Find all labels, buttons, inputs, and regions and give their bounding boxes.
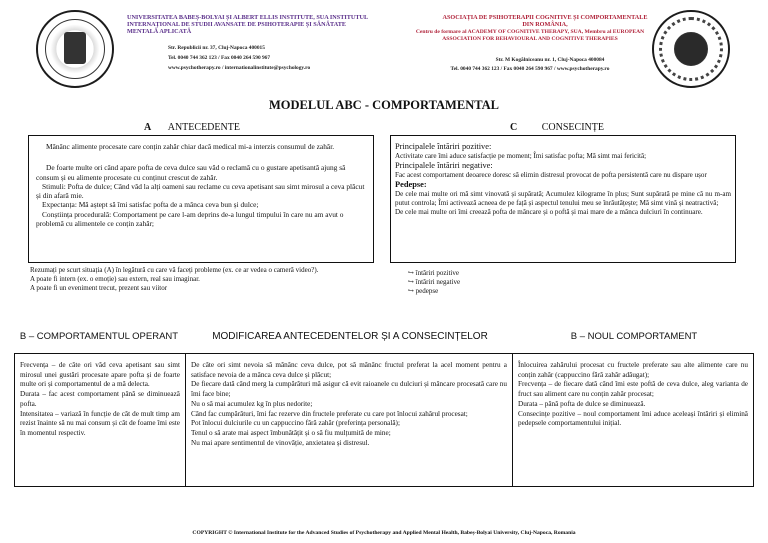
section-c-label: CONSECINȚE <box>541 122 604 133</box>
positive-reinforcement-text: Activitate care îmi aduce satisfacție pe moment; Îmi satisfac pofta; Mă simt mai fericită; <box>395 152 647 160</box>
modification-item: Nu o să mai acumulez kg în plus nedorite; <box>191 399 313 408</box>
university-seal-logo <box>36 10 114 88</box>
page-title: MODELUL ABC - COMPORTAMENTAL <box>268 98 499 112</box>
antecedent-frequency: De foarte multe ori când apare pofta de ceva dulce sau văd o reclamă cu o gustare apetisantă ajung să consum și eu alimente procesate cu conținut crescut de zahăr. <box>36 163 346 182</box>
modification-item: Când fac cumpărături, îmi fac rezerve din fructele preferate cu care pot înlocui zahărul procesat; <box>191 409 468 418</box>
new-behavior-frequency: Frecvența – de fiecare dată când îmi este poftă de ceva dulce, aleg varianta de fruct sau aliment care nu conțin zahăr procesat; <box>518 380 748 399</box>
antecedent-procedural: Conștiința procedurală: Comportament pe care l-am deprins de-a lungul timpului în care nu am avut o problemă cu alimentele ce conțin zahăr; <box>36 209 344 229</box>
list-item: ↪ întăriri negative <box>408 278 461 286</box>
modification-header: MODIFICAREA ANTECEDENTELOR ȘI A CONSECINȚELOR <box>212 331 488 342</box>
punishment-text-2: De cele mai multe ori îmi creează pofta de mâncare și o poftă și mai mare de a mânca dulciuri în continuare. <box>395 207 703 216</box>
list-item: ↪ pedepse <box>408 287 439 295</box>
arrow-icon: ↪ <box>408 287 416 295</box>
section-c-heading <box>510 122 604 133</box>
operant-behavior-cell <box>14 353 186 487</box>
note-internal-external: A poate fi intern (ex. o emoție) sau extern, real sau imaginar. <box>30 275 200 283</box>
right-phone: Tel. 0040 744 362 123 / Fax 0040 264 590 967 / www.psychotherapy.ro <box>450 66 610 72</box>
operant-duration: Durata – fac acest comportament până se diminuează pofta. <box>20 390 180 408</box>
consequences-box <box>390 135 736 263</box>
negative-reinforcement-text: Fac acest comportament deoarece doresc să elimin distresul provocat de pofta persistentă care nu dispare ușor <box>395 170 707 179</box>
section-a-heading <box>144 122 240 133</box>
punishment-label: Pedepse: <box>395 179 427 189</box>
new-behavior-replacement: Înlocuirea zahărului procesat cu fructele preferate sau alte alimente care nu conțin zahăr (cappuccino fără zahăr adăugat); <box>518 361 748 379</box>
operant-frequency: Frecvența – de câte ori văd ceva apetisant sau simt mirosul unei gustări procesate apare pofta și de foarte multe ori și comportamentul de a mă delecta. <box>20 361 180 389</box>
consequence-notes-list <box>408 269 460 296</box>
modification-item: Tenul o să arate mai aspect îmbunătățit și o să fiu mulțumită de mine; <box>191 428 391 437</box>
antecedent-expectation: Expectanța: Mă aștept să îmi satisfac pofta de a mânca ceva bun și dulce; <box>42 200 259 210</box>
antecedent-notes <box>30 266 376 293</box>
modification-cell <box>185 353 513 487</box>
modification-item: De fiecare dată când merg la cumpărături mă asigur că evit raioanele cu dulciuri și mâncare procesată care nu îmi face bine; <box>191 380 507 399</box>
left-phone: Tel. 0040 744 362 123 / Fax 0040 264 590 967 <box>168 55 271 61</box>
negative-reinforcement-label: Principalele întăriri negative: <box>395 160 493 170</box>
left-institution-title: UNIVERSITATEA BABEȘ-BOLYAI ȘI ALBERT ELLIS INSTITUTE, SUA INSTITUTUL INTERNAȚIONAL DE STUDII AVANSATE DE PSIHOTERAPIE ȘI SĂNĂTATE MENTALĂ APLICATĂ <box>127 14 368 36</box>
list-item: ↪ întăriri pozitive <box>408 269 459 277</box>
section-a-letter: A <box>144 122 152 133</box>
note-summary: Rezumați pe scurt situația (A) în legătură cu care vă faceți probleme (ex. ce ar vedea o cameră video?). <box>30 266 319 274</box>
antecedent-stimuli: Stimuli: Pofta de dulce; Când văd la alți oameni sau reclame cu ceva apetisant sau simt mirosul a ceva plăcut și din afară mie. <box>36 181 365 201</box>
punishment-text: De cele mai multe ori mă simt vinovată și supărată; Acumulez kilograme în plus; Sunt supărată pe mine că nu m-am putut controla; Îmi activează acneea de pe față și aspectul tenului meu se înrăutățește; Mă simt vină și neatractivă; <box>395 189 731 207</box>
antecedent-main: Mănânc alimente procesate care conțin zahăr chiar dacă medical mi-a interzis consumul de zahăr. <box>46 142 335 151</box>
new-behavior-consequences: Consecințe pozitive – noul comportament îmi aduce aceleași întăriri și elimină pedepsele comportamentului inițial. <box>518 409 748 428</box>
right-institution-subtitle: Centru de formare al ACADEMY OF COGNITIVE THERAPY, SUA, Membru al EUROPEAN ASSOCIATION FOR BEHAVIOURAL AND COGNITIVE THERAPIES <box>415 29 645 42</box>
modification-item: Nu mai apare sentimentul de vinovăție, anxietatea și distresul. <box>191 438 370 447</box>
antecedents-box <box>28 135 374 263</box>
note-time: A poate fi un eveniment trecut, prezent sau viitor <box>30 284 168 292</box>
operant-behavior-header: B – COMPORTAMENTUL OPERANT <box>19 331 179 342</box>
operant-intensity: Intensitatea – variază în funcție de cât de mult timp am rezist înainte să nu mai consum și cât de foame îmi este în momentul respectiv. <box>20 409 180 437</box>
section-c-letter: C <box>510 122 518 133</box>
association-seal-logo <box>652 10 730 88</box>
right-address: Str. M Kogălniceanu nr. 1, Cluj-Napoca 400084 <box>495 57 605 63</box>
new-behavior-duration: Durata – până pofta de dulce se diminuează. <box>518 399 646 408</box>
positive-reinforcement-label: Principalele întăriri pozitive: <box>395 142 492 151</box>
left-web: www.psychotherapy.ro / internationalinstitute@psychology.ro <box>168 65 311 71</box>
new-behavior-header: B – NOUL COMPORTAMENT <box>570 331 698 342</box>
new-behavior-cell <box>512 353 754 487</box>
arrow-icon: ↪ <box>408 269 416 277</box>
right-institution-title: ASOCIAȚIA DE PSIHOTERAPII COGNITIVE ȘI COMPORTAMENTALE DIN ROMÂNIA, <box>442 14 648 29</box>
arrow-icon: ↪ <box>408 278 416 286</box>
section-a-label: ANTECEDENTE <box>167 122 240 133</box>
copyright-footer: COPYRIGHT © International Institute for the Advanced Studies of Psychotherapy and Applied Mental Health, Babeș-Bolyai University, Cluj-Napoca, Romania <box>192 530 576 536</box>
modification-item: Pot înlocui dulciurile cu un cappuccino fără zahăr (preferința personală); <box>191 419 400 428</box>
left-address: Str. Republicii nr. 37, Cluj-Napoca 400015 <box>168 45 265 51</box>
modification-item: De câte ori simt nevoia să mănânc ceva dulce, pot să mănânc fructul preferat la acel moment pentru a satisface nevoia de a mânca ceva dulce și plăcut; <box>191 361 507 379</box>
